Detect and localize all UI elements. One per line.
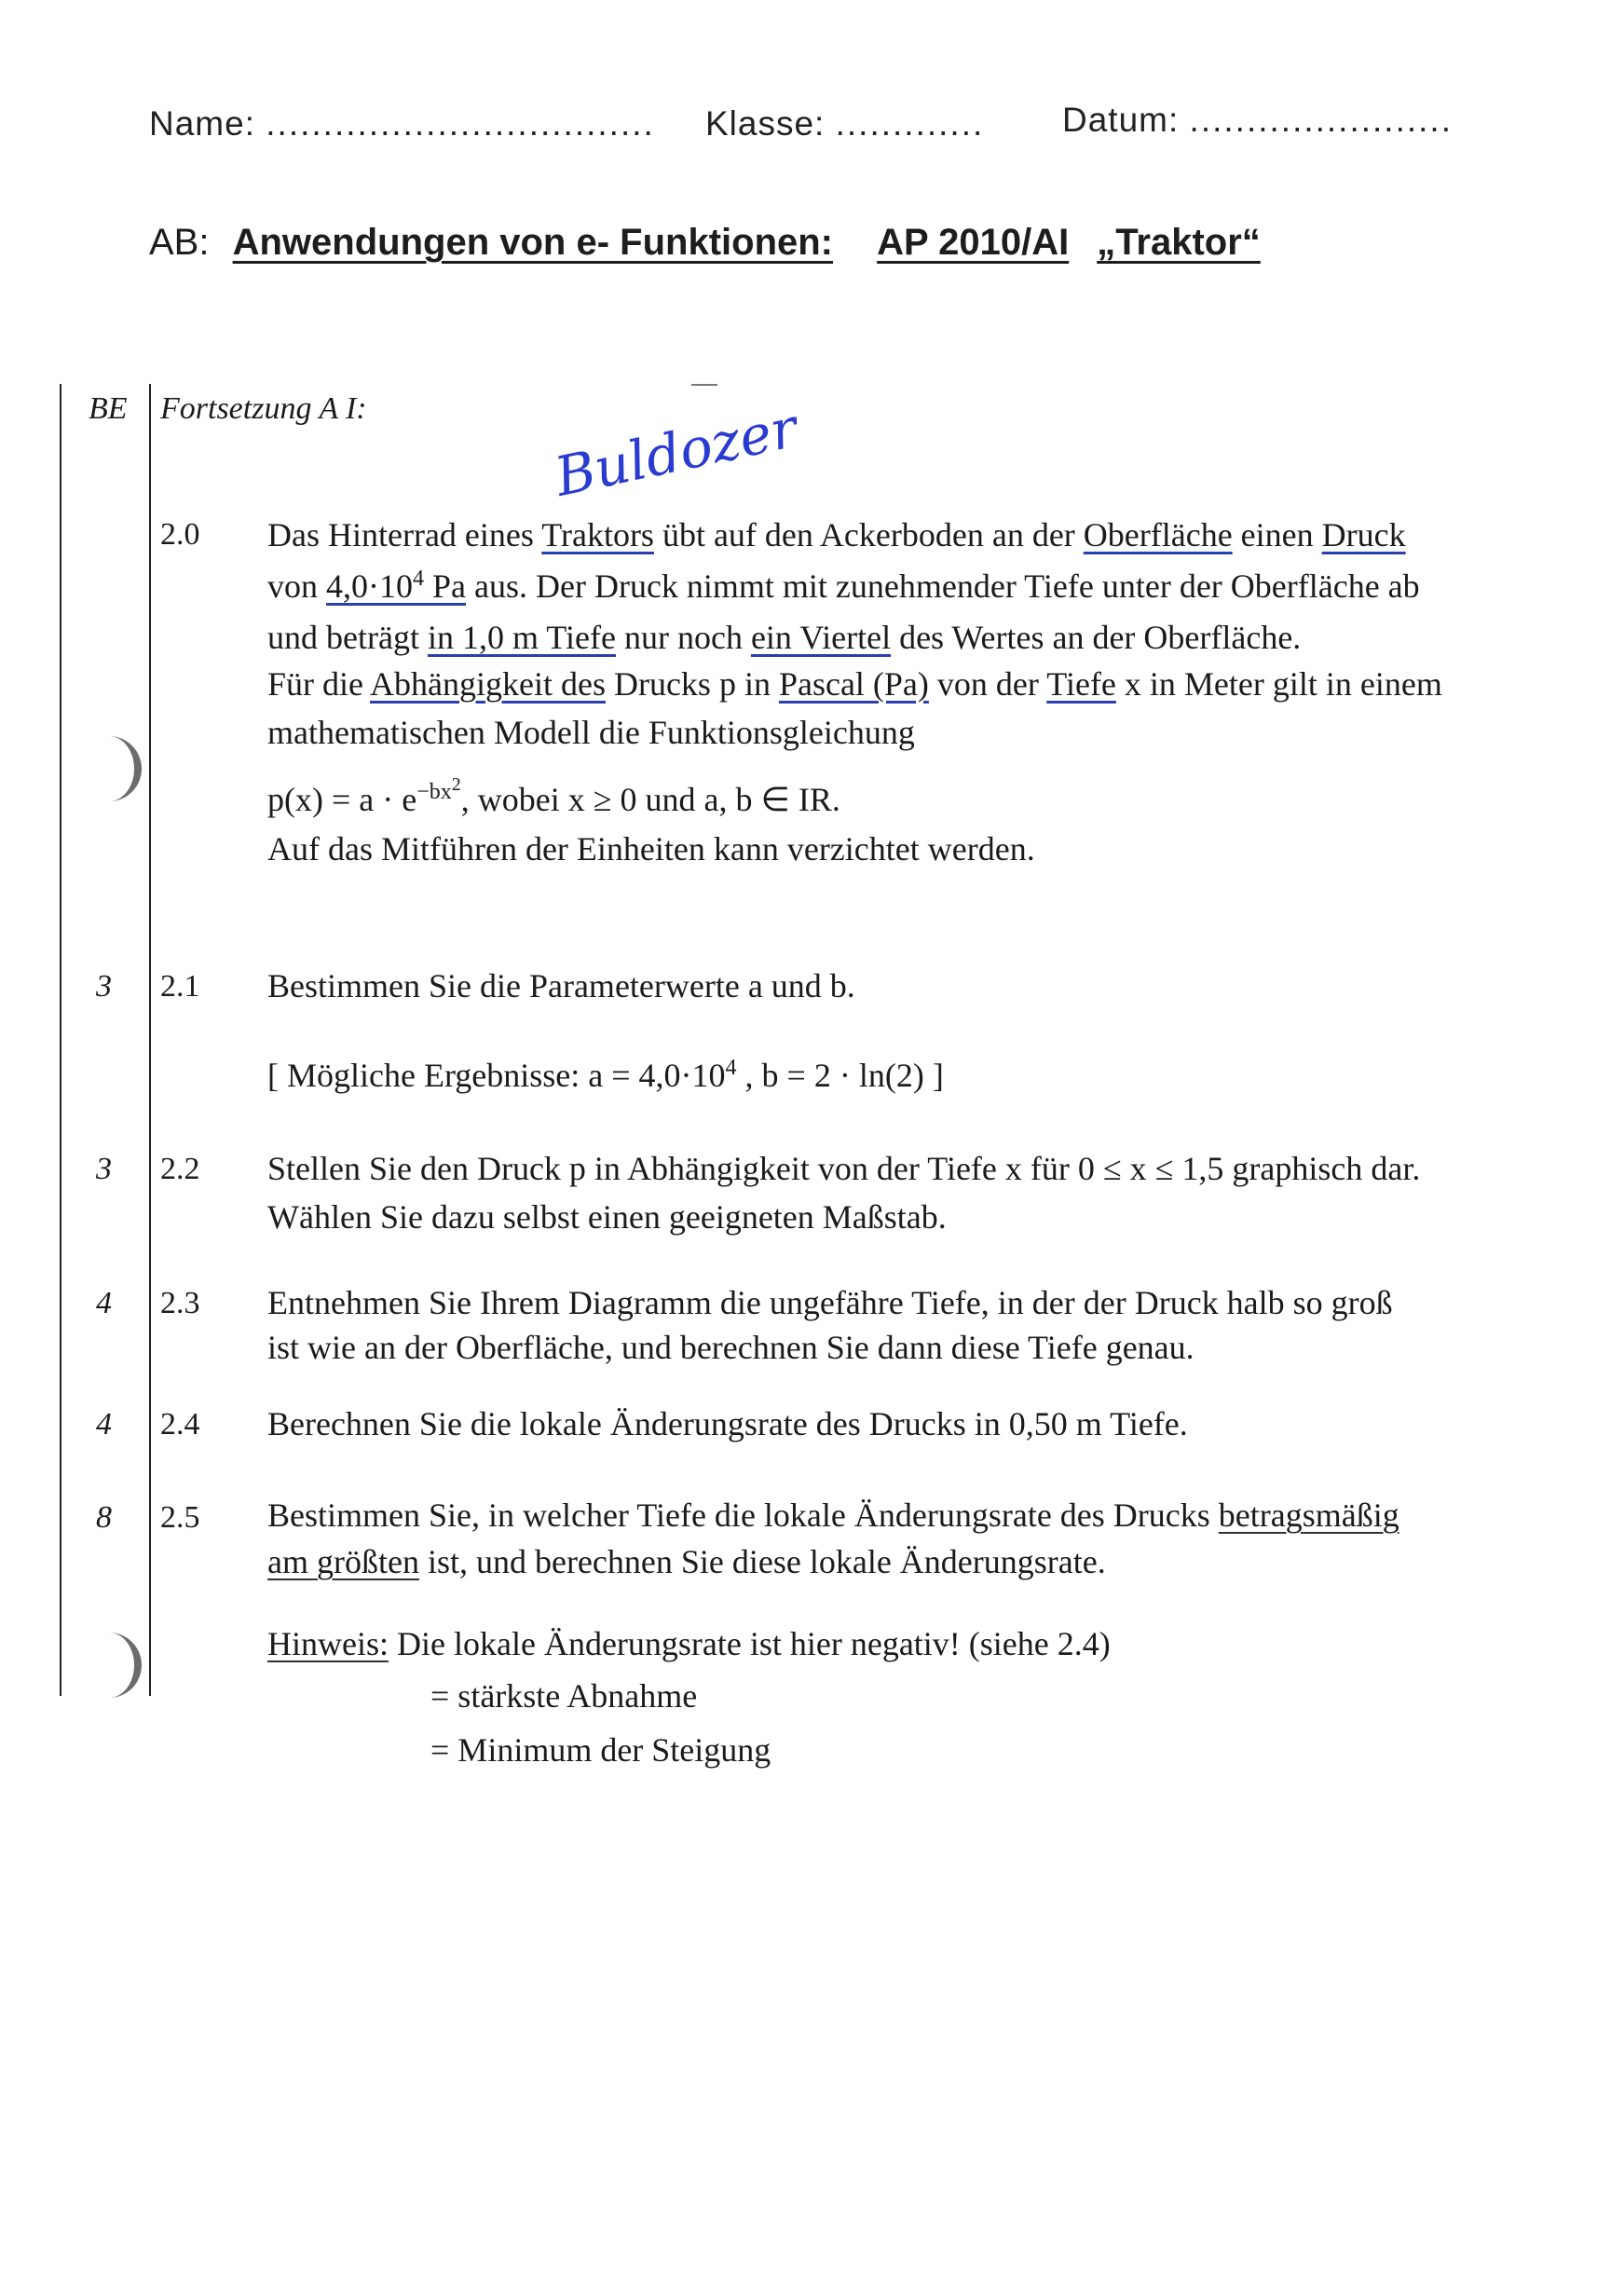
word-oberflaeche: Oberfläche (1083, 516, 1233, 554)
task-2-0-line-2: von $4,0\cdot 10^4$ Pa aus. Der Druck nimmt mit zunehmender Tiefe unter der Oberfläche ab (267, 567, 1420, 605)
name-dots: .................................. (266, 104, 655, 143)
be-2-2: 3 (96, 1152, 112, 1186)
task-2-0-line-7: Auf das Mitführen der Einheiten kann verzichtet werden. (267, 830, 1035, 868)
task-2-0-number: 2.0 (160, 517, 200, 552)
stray-mark (691, 384, 717, 386)
task-2-3-number: 2.3 (160, 1286, 200, 1320)
name-label: Name: (149, 104, 255, 143)
be-2-5: 8 (96, 1500, 112, 1535)
word-betragsmaessig: betragsmäßig (1218, 1496, 1399, 1534)
name-field (149, 104, 655, 144)
be-header: BE (89, 391, 128, 426)
quarter-phrase: ein Viertel (750, 619, 892, 656)
word-tiefe: Tiefe (1046, 665, 1116, 703)
task-2-0-line-4: Für die Abhängigkeit des Drucks p in Pascal (Pa) von der Tiefe x in Meter gilt in einem (267, 665, 1442, 703)
hint-line-1: Hinweis: Die lokale Änderungsrate ist hier negativ! (siehe 2.4) (267, 1625, 1111, 1662)
date-field (1062, 101, 1453, 140)
word-abhaengigkeit: Abhängigkeit des (370, 665, 606, 703)
word-druck: Druck (1321, 516, 1406, 554)
punch-hole-top (91, 736, 142, 801)
hint-label: Hinweis: (267, 1625, 389, 1662)
pressure-value: $4,0\cdot 10^4$ Pa (326, 567, 466, 605)
date-label: Datum: (1062, 101, 1180, 139)
class-dots: ............. (835, 104, 985, 143)
task-2-1-number: 2.1 (160, 969, 200, 1004)
task-2-2-line-2: Wählen Sie dazu selbst einen geeigneten Maßstab. (267, 1198, 947, 1236)
task-2-0-line-5: mathematischen Modell die Funktionsgleichung (267, 714, 915, 751)
be-2-3: 4 (96, 1286, 112, 1320)
title-exam: AP 2010/AI (877, 222, 1070, 263)
class-label: Klasse: (705, 104, 826, 143)
handwritten-note: Buldozer (549, 395, 803, 509)
page-title (149, 222, 1261, 264)
depth-phrase: in 1,0 m Tiefe (427, 619, 616, 656)
phrase-am-groessten: am größten (267, 1543, 419, 1580)
task-2-0-line-1: Das Hinterrad eines Traktors übt auf den Ackerboden an der Oberfläche einen Druck (267, 516, 1406, 554)
punch-hole-bottom (91, 1633, 142, 1698)
title-name: „Traktor“ (1097, 222, 1261, 263)
title-topic: Anwendungen von e- Funktionen: (232, 222, 834, 263)
task-2-3-line-1: Entnehmen Sie Ihrem Diagramm die ungefähre Tiefe, in der der Druck halb so groß (267, 1284, 1393, 1321)
task-2-2-number: 2.2 (160, 1152, 200, 1186)
task-2-0-line-3: und beträgt in 1,0 m Tiefe nur noch ein Viertel des Wertes an der Oberfläche. (267, 619, 1302, 656)
task-2-4-number: 2.4 (160, 1407, 200, 1442)
be-2-4: 4 (96, 1407, 112, 1442)
table-column-divider (149, 384, 151, 1696)
class-field (705, 104, 984, 144)
task-2-4-text: Berechnen Sie die lokale Änderungsrate des Drucks in 0,50 m Tiefe. (267, 1405, 1188, 1442)
task-2-1-result: [ Mögliche Ergebnisse: $a = 4,0\cdot 10^4$ , b = 2 · ln(2) ] (267, 1056, 944, 1094)
word-traktors: Traktors (541, 516, 654, 554)
table-left-border (60, 384, 61, 1696)
function-equation: $p(x) = a \cdot e^{-bx^2}$, wobei x ≥ 0 und a, b ∈ IR. (267, 774, 840, 818)
task-2-3-line-2: ist wie an der Oberfläche, und berechnen Sie dann diese Tiefe genau. (267, 1329, 1194, 1366)
task-2-1-text: Bestimmen Sie die Parameterwerte a und b. (267, 967, 855, 1004)
hint-line-3: = Minimum der Steigung (430, 1731, 771, 1769)
task-2-2-line-1: Stellen Sie den Druck p in Abhängigkeit von der Tiefe x für 0 ≤ x ≤ 1,5 graphisch dar. (267, 1150, 1421, 1187)
word-pascal: Pascal (Pa) (778, 665, 929, 703)
date-dots: ....................... (1189, 101, 1453, 139)
task-2-5-line-1: Bestimmen Sie, in welcher Tiefe die lokale Änderungsrate des Drucks betragsmäßig (267, 1496, 1399, 1534)
task-2-5-number: 2.5 (160, 1500, 200, 1535)
task-2-5-line-2: am größten ist, und berechnen Sie diese lokale Änderungsrate. (267, 1543, 1106, 1580)
be-2-1: 3 (96, 969, 112, 1004)
continuation-label: Fortsetzung A I: (160, 391, 367, 426)
title-prefix: AB: (149, 222, 210, 263)
hint-line-2: = stärkste Abnahme (430, 1677, 698, 1715)
